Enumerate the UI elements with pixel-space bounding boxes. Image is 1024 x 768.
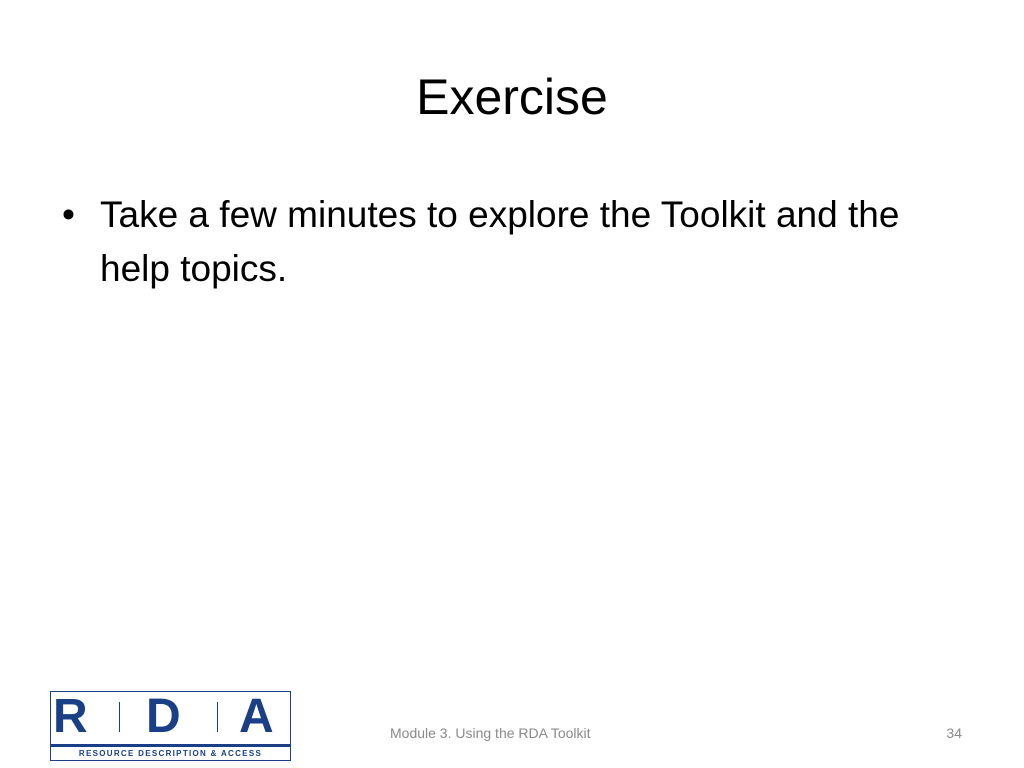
slide-title: Exercise (416, 69, 608, 125)
logo-letter-r: R (53, 690, 88, 743)
logo-separator (217, 702, 218, 732)
footer-text: Module 3. Using the RDA Toolkit (390, 725, 591, 741)
logo-letter-a: A (239, 690, 274, 743)
bullet-item (60, 188, 960, 296)
bullet-list (60, 188, 960, 296)
logo-letters (51, 690, 290, 743)
slide-number: 34 (946, 725, 962, 741)
bullet-text: Take a few minutes to explore the Toolkit and the help topics. (100, 194, 900, 289)
logo-tagline: RESOURCE DESCRIPTION & ACCESS (78, 749, 263, 758)
logo-letter-d: D (146, 690, 181, 743)
logo-divider (51, 744, 290, 747)
logo-separator (119, 702, 120, 732)
rda-logo (50, 691, 291, 761)
bullet-icon: • (62, 194, 75, 235)
